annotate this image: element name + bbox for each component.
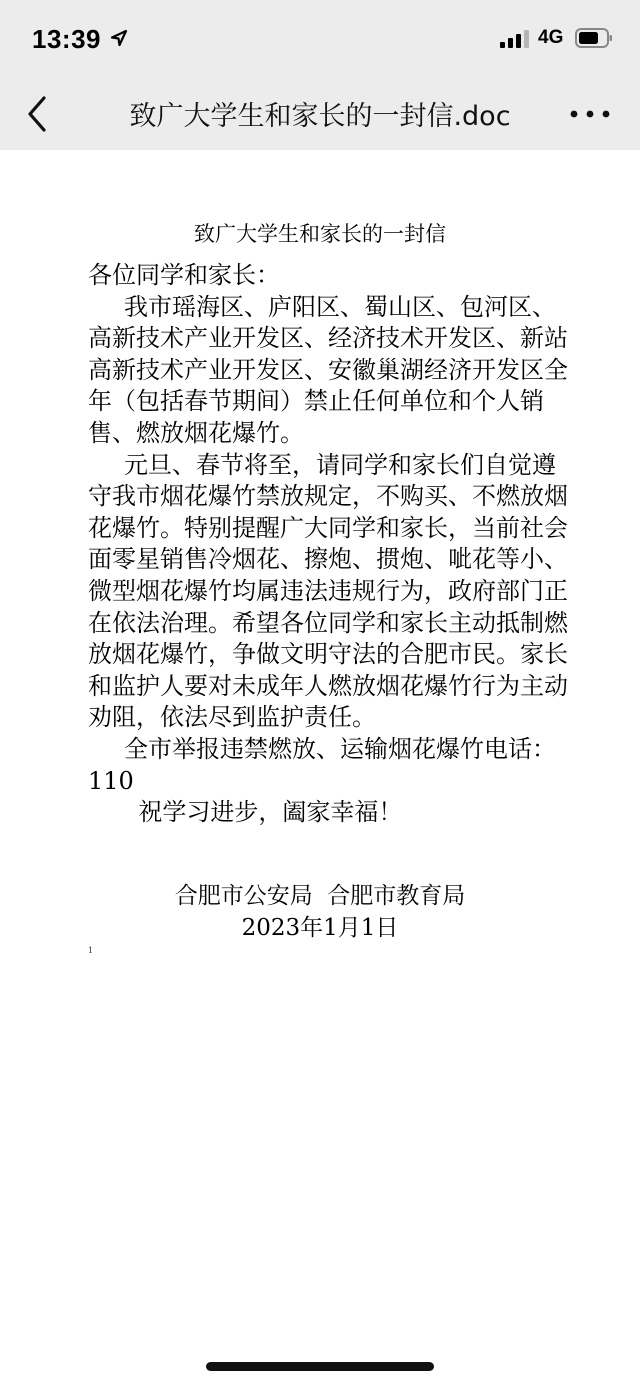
status-bar xyxy=(0,0,640,78)
location-arrow-icon xyxy=(110,29,128,47)
more-icon[interactable] xyxy=(566,100,614,128)
letter-title: 致广大学生和家长的一封信 xyxy=(194,222,446,246)
battery-icon xyxy=(575,28,613,48)
status-time: 13:39 xyxy=(32,24,101,54)
signature-issuers: 合肥市公安局 合肥市教育局 xyxy=(174,883,466,909)
paragraph: 元旦、春节将至，请同学和家长们自觉遵守我市烟花爆竹禁放规定，不购买、不燃放烟花爆竹。特别提醒广大同学和家长，当前社会面零星销售冷烟花、擦炮、掼炮、呲花等小、微型烟花爆竹均属违法违规行为，政府部门正在依法治理。希望各位同学和家长主动抵制燃放烟花爆竹，争做文明守法的合肥市民。家长和监护人要对未成年人燃放烟花爆竹行为主动劝阻，依法尽到监护责任。 xyxy=(88,450,568,732)
paragraph: 我市瑶海区、庐阳区、蜀山区、包河区、高新技术产业开发区、经济技术开发区、新站高新技术产业开发区、安徽巢湖经济开发区全年（包括春节期间）禁止任何单位和个人销售、燃放烟花爆竹。 xyxy=(88,292,568,447)
document-title: 致广大学生和家长的一封信.doc xyxy=(129,101,511,132)
signal-icon xyxy=(500,30,530,48)
greeting: 各位同学和家长： xyxy=(88,261,280,289)
signature-date: 2023年1月1日 xyxy=(241,915,399,941)
page-number: 1 xyxy=(88,946,94,955)
network-type: 4G xyxy=(538,27,564,48)
nav-bar xyxy=(0,78,640,150)
letter-body xyxy=(88,260,568,829)
signature-block xyxy=(0,880,640,944)
closing-wish: 祝学习进步，阖家幸福！ xyxy=(138,798,403,827)
chevron-left-icon[interactable] xyxy=(18,92,58,136)
document-page[interactable] xyxy=(0,150,640,1386)
home-indicator[interactable] xyxy=(206,1362,434,1371)
paragraph: 全市举报违禁燃放、运输烟花爆竹电话：110 xyxy=(88,734,556,795)
